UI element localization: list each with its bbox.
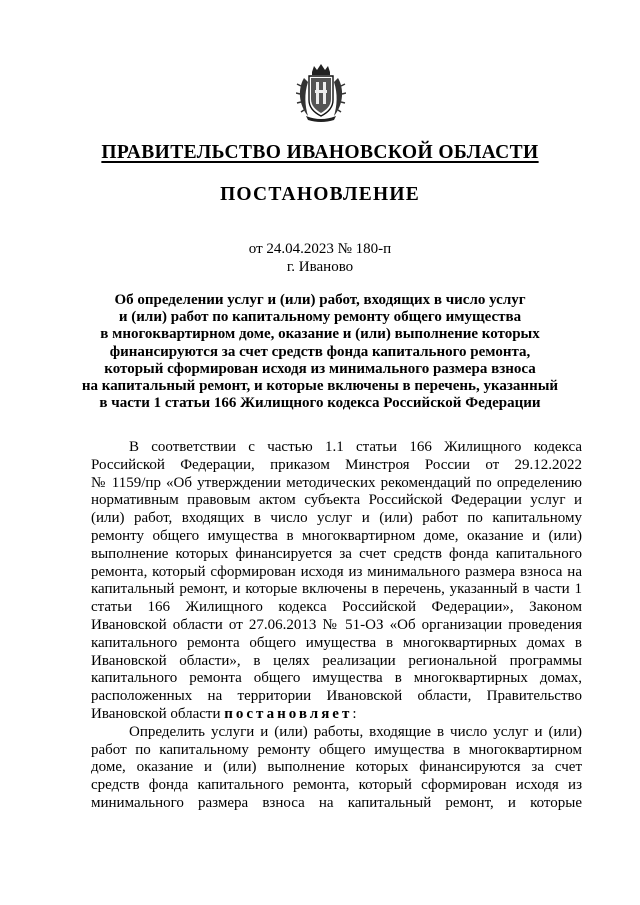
body-line: выполнение которых финансируется за счет средств фонда капитального <box>91 545 582 562</box>
point-line: доме, оказание и (или) выполнение которых финансируются за счет <box>91 759 582 776</box>
document-type-title: ПОСТАНОВЛЕНИЕ <box>220 184 420 205</box>
subject-line: который сформирован исходя из минимального размера взноса <box>104 360 536 377</box>
body-line: ремонту общего имущества в многоквартирном доме, оказание и (или) <box>91 527 582 544</box>
subject-line: в части 1 статьи 166 Жилищного кодекса Российской Федерации <box>99 395 541 412</box>
body-line: Российской Федерации, приказом Минстроя России от 29.12.2022 <box>91 456 582 473</box>
resolves-word: постановляет <box>224 705 353 722</box>
body-line: нормативным правовым актом субъекта Российской Федерации услуг и <box>91 492 582 509</box>
body-line: Ивановской области от 27.06.2013 № 51-ОЗ «Об организации проведения <box>91 616 582 633</box>
point-line: работ по капитальному ремонту общего имущества в многоквартирном <box>91 741 582 758</box>
body-line: (или) работ, входящих в число услуг и (или) работ по капитальному <box>91 510 582 527</box>
body-line: капитального ремонта общего имущества в многоквартирных домах, <box>91 670 582 687</box>
resolves-line <box>91 706 582 724</box>
body-line: капитальный ремонт, и которые включены в перечень, указанный в части 1 <box>91 581 582 598</box>
date-number: от 24.04.2023 № 180-п <box>248 241 392 257</box>
body-line: статьи 166 Жилищного кодекса Российской Федерации», Законом <box>91 599 582 616</box>
point-line: Определить услуги и (или) работы, входящие в число услуг и (или) <box>129 723 582 740</box>
document-body <box>91 439 582 813</box>
subject-line: в многоквартирном доме, оказание и (или) выполнение которых <box>100 326 540 343</box>
subject-line: Об определении услуг и (или) работ, входящих в число услуг <box>114 292 526 308</box>
point-line: минимального размера взноса на капитальный ремонт, и которые <box>91 794 582 811</box>
subject-line: финансируются за счет средств фонда капитального ремонта, <box>109 343 531 360</box>
document-subject <box>60 292 580 412</box>
body-line: В соответствии с частью 1.1 статьи 166 Жилищного кодекса <box>129 439 582 455</box>
body-line: капитального ремонта общего имущества в многоквартирных домах в <box>91 634 582 651</box>
government-title: ПРАВИТЕЛЬСТВО ИВАНОВСКОЙ ОБЛАСТИ <box>101 142 539 163</box>
body-line: Ивановской области», в целях реализации региональной программы <box>91 652 582 669</box>
body-line: ремонта, который сформирован исходя из минимального размера взноса на <box>91 563 582 580</box>
city: г. Иваново <box>286 259 354 275</box>
resolves-colon: : <box>352 705 357 722</box>
body-line: расположенных на территории Ивановской области, Правительство <box>91 688 582 705</box>
document-meta <box>0 240 640 276</box>
resolves-prefix: Ивановской области <box>91 705 221 722</box>
coat-of-arms-icon <box>296 64 346 122</box>
point-line: средств фонда капитального ремонта, который сформирован исходя из <box>91 777 582 794</box>
subject-line: на капитальный ремонт, и которые включены в перечень, указанный <box>81 378 559 395</box>
body-line: № 1159/пр «Об утверждении методических рекомендаций по определению <box>91 474 582 491</box>
subject-line: и (или) работ по капитальному ремонту общего имущества <box>118 309 522 326</box>
